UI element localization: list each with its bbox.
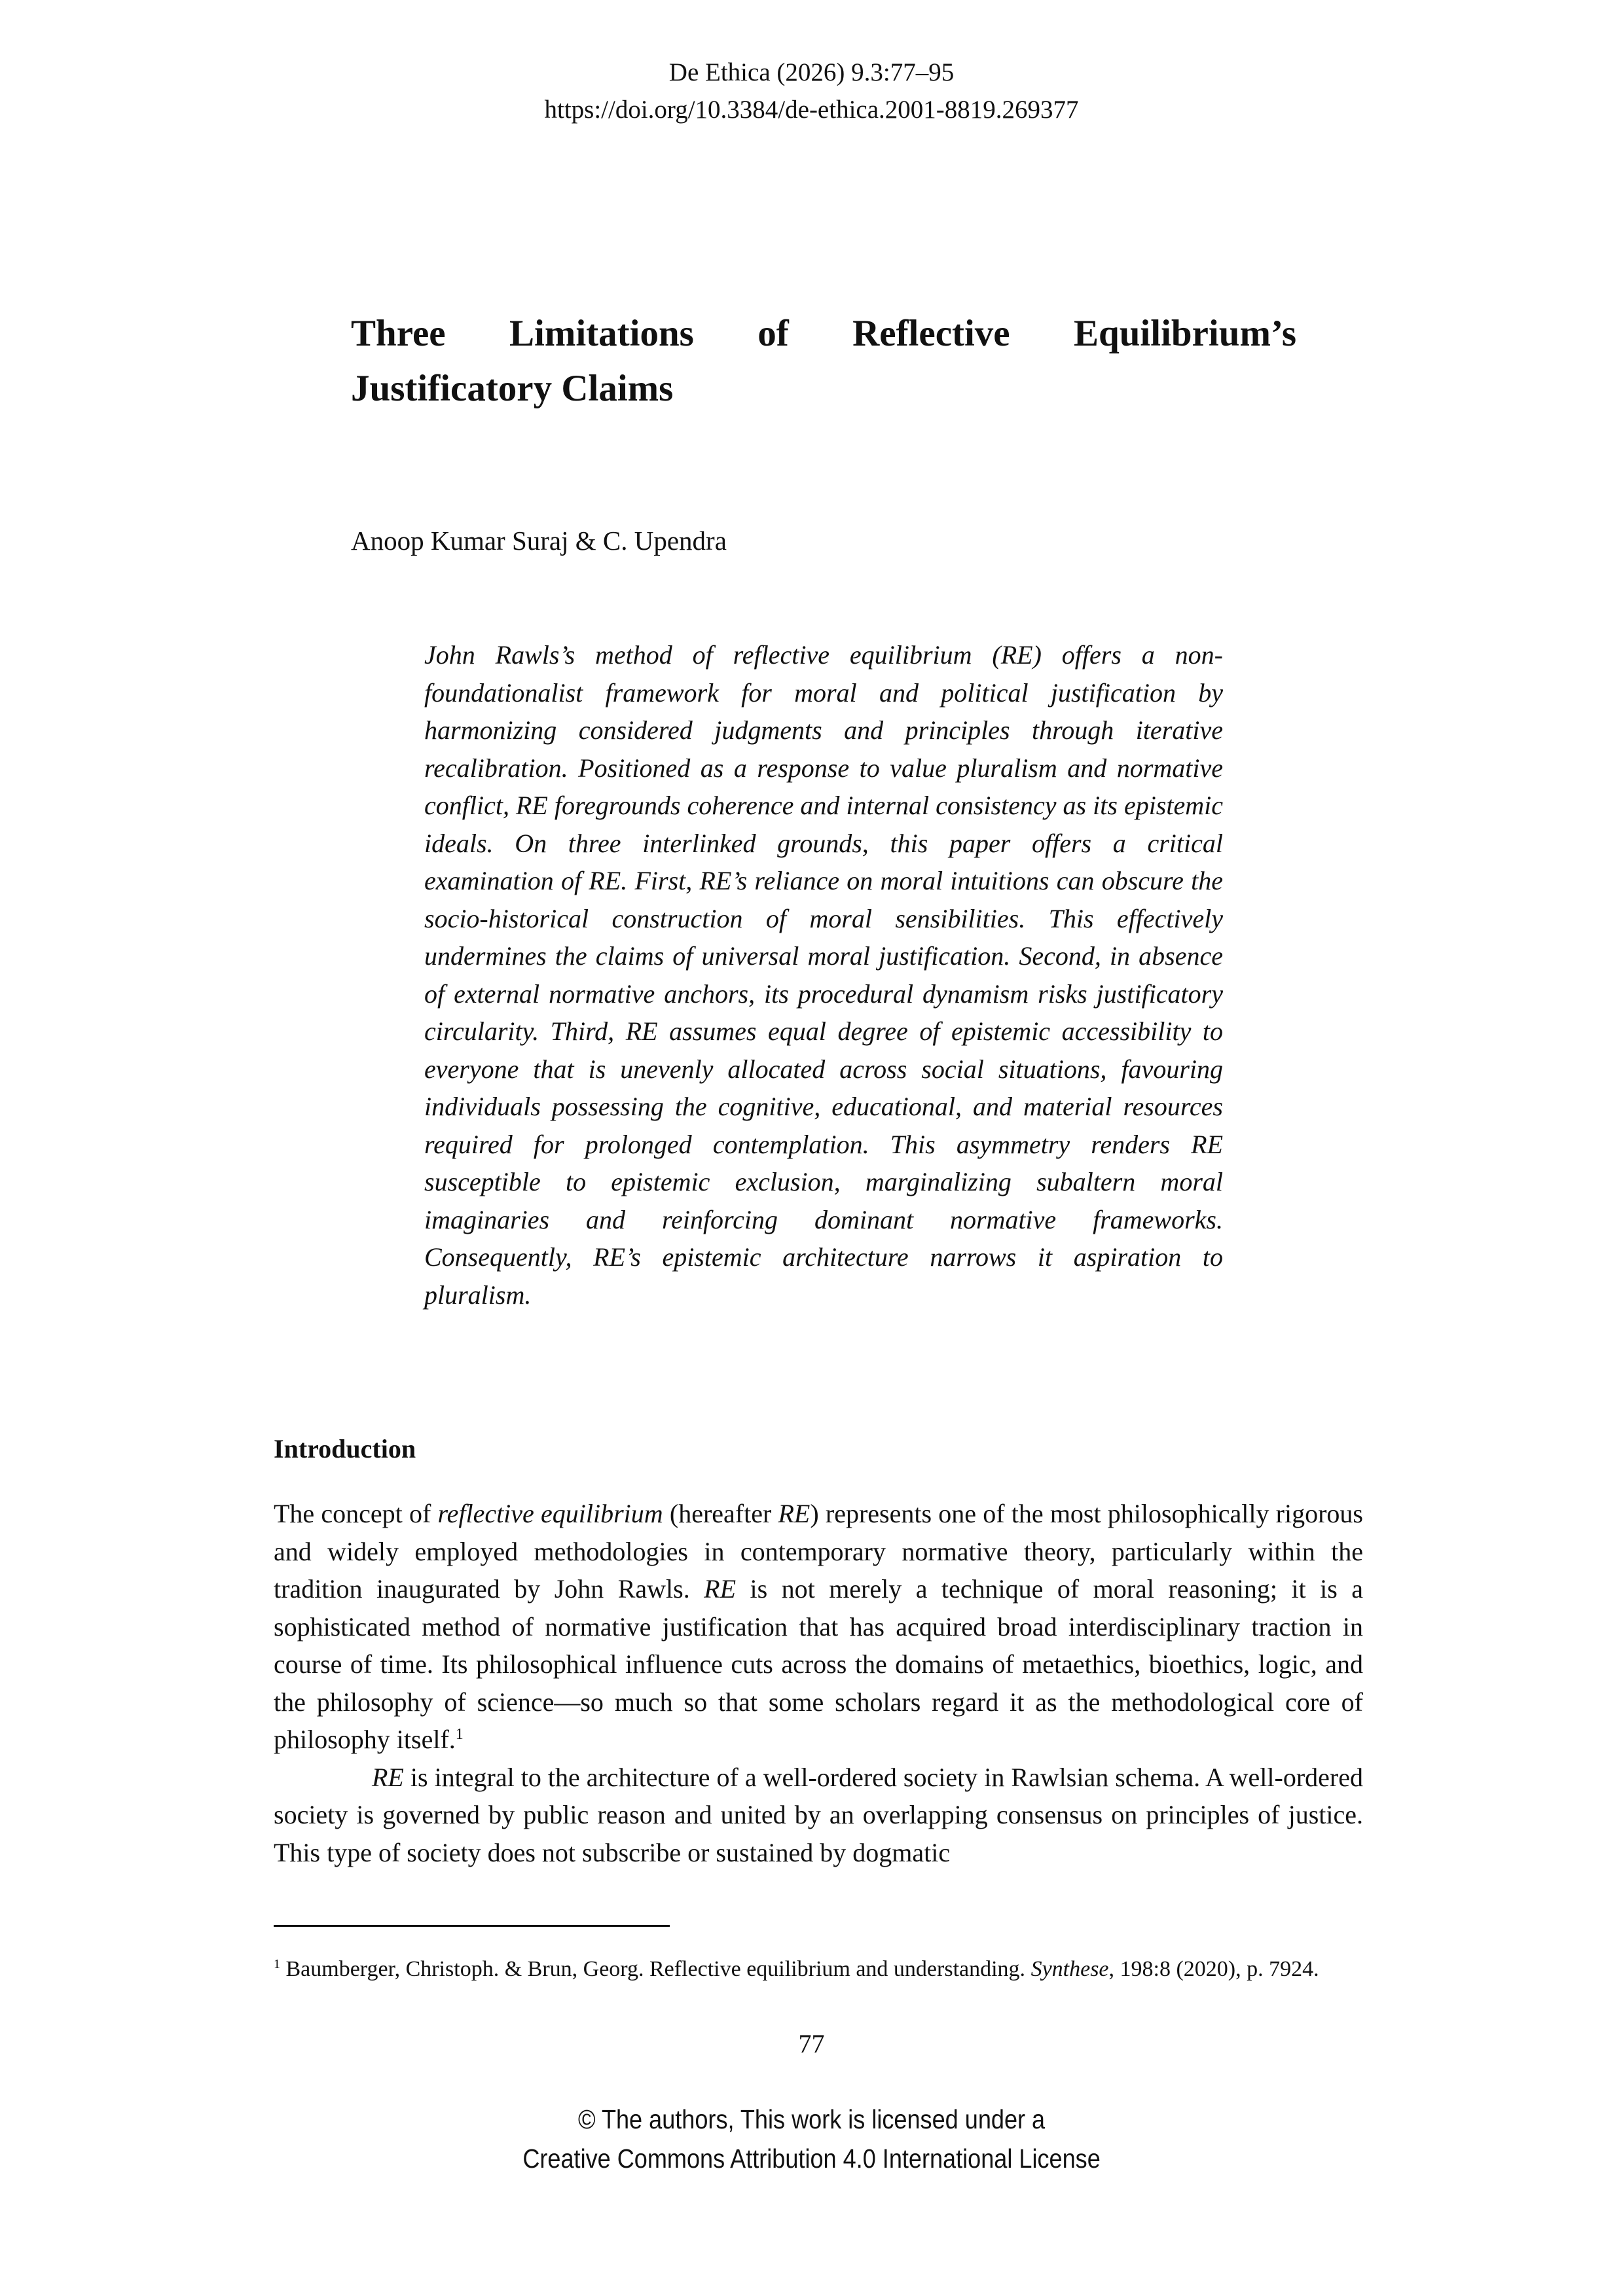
text-run: The concept of xyxy=(274,1499,438,1528)
text-run: ) represents one of the most philosophically rigorous and widely employed methodologies in contemporary normative theory, particularly within the tradition inaugurated by John Rawls. xyxy=(274,1499,1363,1604)
emphasis: RE xyxy=(778,1499,811,1528)
footnote-reference[interactable]: 1 xyxy=(455,1726,464,1743)
emphasis: RE xyxy=(704,1574,737,1604)
paragraph-2 xyxy=(274,1759,1363,1872)
journal-header xyxy=(0,54,1623,128)
text-run: (hereafter xyxy=(663,1499,778,1528)
footnote-journal: Synthese xyxy=(1030,1957,1109,1981)
emphasis: reflective equilibrium xyxy=(437,1499,663,1528)
journal-citation: De Ethica (2026) 9.3:77–95 xyxy=(668,58,955,86)
footnote-text: , 198:8 (2020), p. 7924. xyxy=(1108,1957,1319,1981)
license-line-1: © The authors, This work is licensed under a xyxy=(577,2104,1046,2134)
article-title-line-1: Three Limitations of Reflective Equilibrium’s xyxy=(351,313,1296,354)
article-title-line-2: Justificatory Claims xyxy=(351,368,674,409)
abstract: John Rawls’s method of reflective equilibrium (RE) offers a non-foundationalist framework for moral and political justification by harmonizing considered judgments and principles through iterative recalibration. Positioned as a response to value pluralism and normative conflict, RE foregrounds coherence and internal consistency as its epistemic ideals. On three interlinked grounds, this paper offers a critical examination of RE. First, RE’s reliance on moral intuitions can obscure the socio-historical construction of moral sensibilities. This effectively undermines the claims of universal moral justification. Second, in absence of external normative anchors, its procedural dynamism risks justificatory circularity. Third, RE assumes equal degree of epistemic accessibility to everyone that is unevenly allocated across social situations, favouring individuals possessing the cognitive, educational, and material resources required for prolonged contemplation. This asymmetry renders RE susceptible to epistemic exclusion, marginalizing subaltern moral imaginaries and reinforcing dominant normative frameworks. Consequently, RE’s epistemic architecture narrows it aspiration to pluralism. xyxy=(424,640,1223,1310)
license-notice xyxy=(98,2100,1526,2178)
license-link[interactable]: Creative Commons Attribution 4.0 International License xyxy=(522,2144,1101,2174)
section-heading-introduction: Introduction xyxy=(274,1434,416,1463)
authors: Anoop Kumar Suraj & C. Upendra xyxy=(351,526,727,556)
page-number: 77 xyxy=(798,2029,825,2058)
article-title xyxy=(351,306,1296,416)
footnote-1 xyxy=(274,1954,1321,1984)
text-run: is integral to the architecture of a well-ordered society in Rawlsian schema. A well-ordered society is governed by public reason and united by an overlapping consensus on principles of justice. This type of society does not subscribe or sustained by dogmatic xyxy=(274,1762,1363,1867)
body-text xyxy=(274,1495,1363,1871)
footnote-number: 1 xyxy=(274,1957,280,1971)
emphasis: RE xyxy=(372,1762,404,1792)
paragraph-1 xyxy=(274,1495,1363,1759)
doi-link[interactable]: https://doi.org/10.3384/de-ethica.2001-8819.269377 xyxy=(544,96,1079,124)
footnote-divider xyxy=(274,1925,670,1927)
footnote-text: Baumberger, Christoph. & Brun, Georg. Reflective equilibrium and understanding. xyxy=(280,1957,1031,1981)
text-run: is not merely a technique of moral reasoning; it is a sophisticated method of normative justification that has acquired broad interdisciplinary traction in course of time. Its philosophical influence cuts across the domains of metaethics, bioethics, logic, and the philosophy of science—so much so that some scholars regard it as the methodological core of philosophy itself. xyxy=(274,1574,1364,1754)
